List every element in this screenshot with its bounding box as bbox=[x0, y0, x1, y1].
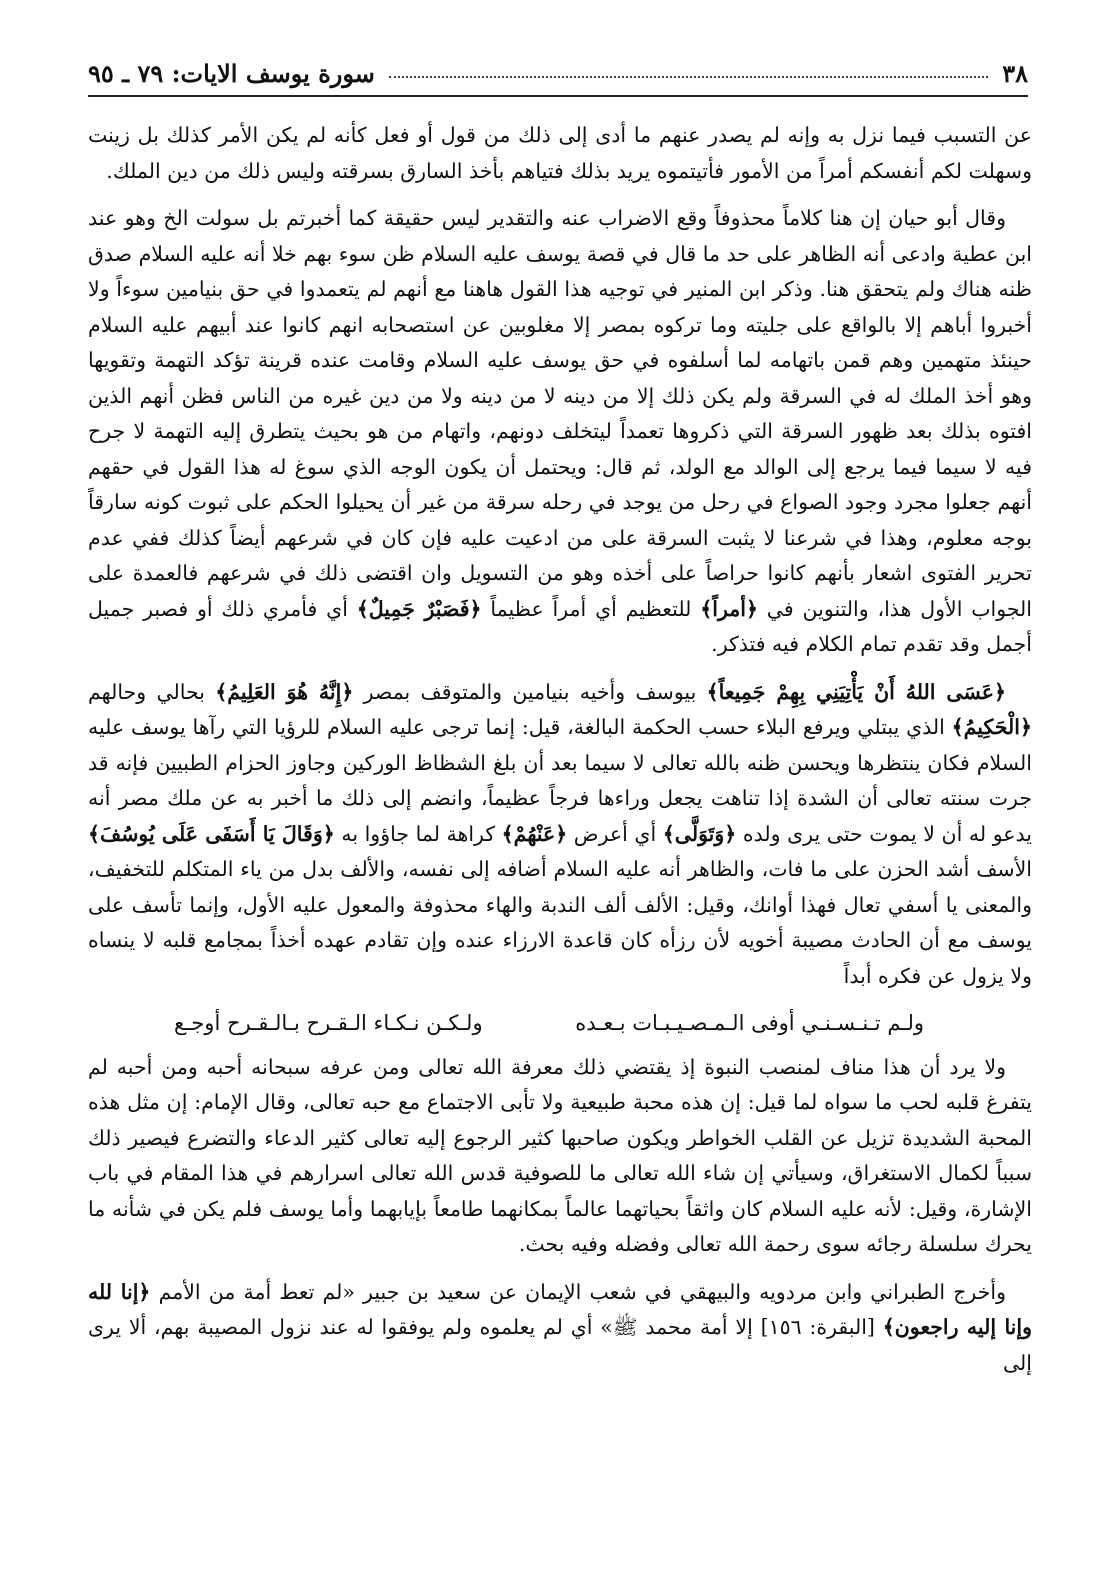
paragraph-text: عن التسبب فيما نزل به وإنه لم يصدر عنهم ما أدى إلى ذلك من قول أو فعل كأنه لم يكن الأمر كذلك بل زينت وسهلت لكم أنفسكم أمراً من الأمور فأتيتموه يريد بذلك فتياهم بأخذ السارق بسرقته وليس ذلك من دين الملك. bbox=[88, 123, 1032, 183]
page-number: ٣٨ bbox=[1002, 58, 1028, 88]
quran-quote: ﴿إِنَّهُ هُوَ العَلِيمُ﴾ bbox=[215, 679, 354, 704]
quran-quote: ﴿وَتَوَلَّى﴾ bbox=[662, 821, 737, 846]
quran-quote: ﴿أمراً﴾ bbox=[700, 596, 758, 621]
paragraph-text: وأخرج الطبراني وابن مردويه والبيهقي في شعب الإيمان عن سعيد بن جبير «لم تعط أمة من الأمم bbox=[150, 1279, 1007, 1304]
paragraph-text: أي أعرض bbox=[567, 821, 663, 846]
paragraph-text: كراهة لما جاؤوا به bbox=[334, 821, 502, 846]
verse-first-hemistich: ولـم تـنـسـنـي أوفى الـمـصـيـبـات بـعـده bbox=[575, 1011, 924, 1035]
quran-quote: ﴿إنا لله وإنا إليه راجعون﴾ bbox=[88, 1279, 1032, 1339]
paragraph-text: الذي يبتلي ويرفع البلاء حسب الحكمة البالغة، قيل: إنما ترجى عليه السلام للرؤيا التي رآها يوسف عليه السلام فكان ينتظرها ويحسن ظنه بالله تعالى لا سيما بعد أن بلغ الشظاظ الوركين وجاوز الحزام الطبيين فإنه قد جرت سنته تعالى أن الشدة إذا تناهت يجعل وراءها فرجاً عظيماً، وانضم إلى ذلك ما أخبر به عن ملك مصر أنه يدعو له أن لا يموت حتى يرى ولده bbox=[88, 715, 1032, 846]
verse-second-hemistich: ولـكـن نـكـاء الـقـرح بـالـقـرح أوجـع bbox=[174, 1011, 483, 1035]
paragraph-text: بحالي وحالهم bbox=[88, 679, 216, 704]
paragraph-5 bbox=[88, 1275, 1032, 1382]
quran-quote: ﴿عَسَى اللهُ أَنْ يَأْتِيَنِي بِهِمْ جَمِيعاً﴾ bbox=[706, 679, 1006, 704]
paragraph-text: أي فأمري ذلك أو فصبر جميل أجمل وقد تقدم تمام الكلام فيه فتذكر. bbox=[88, 596, 1032, 656]
paragraph-1 bbox=[88, 118, 1032, 189]
paragraph-3 bbox=[88, 675, 1032, 995]
running-title: سورة يوسف الايات: ٧٩ ـ ٩٥ bbox=[88, 58, 375, 88]
paragraph-4 bbox=[88, 1050, 1032, 1263]
paragraph-2 bbox=[88, 201, 1032, 663]
quran-quote: ﴿فَصَبْرٌ جَمِيلٌ﴾ bbox=[356, 596, 482, 621]
header-dot-leader bbox=[389, 76, 988, 78]
quran-quote: ﴿عَنْهُمْ﴾ bbox=[501, 821, 568, 846]
page-header bbox=[88, 56, 1028, 90]
paragraph-text: ولا يرد أن هذا مناف لمنصب النبوة إذ يقتضي ذلك معرفة الله تعالى ومن عرفه سبحانه أحبه ومن أحبه لم يتفرغ قلبه لحب ما سواه لما قيل: إن هذه محبة طبيعية ولا تأبى الاجتماع مع حبه تعالى، وقال الإمام: إن مثل هذه المحبة الشديدة تزيل عن القلب الخواطر ويكون صاحبها كثير الرجوع إليه تعالى كثير الدعاء والتضرع فيصير ذلك سبباً لكمال الاستغراق، وسيأتي إن شاء الله تعالى ما للصوفية قدس الله تعالى اسرارهم في هذا المقام في باب الإشارة، وقيل: لأنه عليه السلام كان واثقاً بحياتهما عالماً بمكانهما طامعاً بإيابهما وأما يوسف فلم يكن في شأنه ما يحرك سلسلة رجائه سوى رحمة الله تعالى وفضله وفيه بحث. bbox=[88, 1054, 1032, 1256]
quran-quote: ﴿وَقَالَ يَا أَسَفَى عَلَى يُوسُفَ﴾ bbox=[88, 821, 335, 846]
poetry-verse bbox=[88, 1006, 1032, 1042]
paragraph-text: بيوسف وأخيه بنيامين والمتوقف بمصر bbox=[353, 679, 707, 704]
header-rule bbox=[88, 95, 1028, 97]
paragraph-text: للتعظيم أي أمراً عظيماً bbox=[481, 596, 701, 621]
paragraph-text: [البقرة: ١٥٦] إلا أمة محمد ﷺ» أي لم يعلموه ولم يوفقوا له عند نزول المصيبة بهم، ألا يرى إلى bbox=[88, 1315, 1032, 1375]
paragraph-text: وقال أبو حيان إن هنا كلاماً محذوفاً وقع الاضراب عنه والتقدير ليس حقيقة كما أخبرتم بل سولت الخ وهو عند ابن عطية وادعى أنه الظاهر على حد ما قال في قصة يوسف عليه السلام ظن سوء بهم خلا أنه عليه السلام صدق ظنه هناك ولم يتحقق هنا. وذكر ابن المنير في توجيه هذا القول هاهنا مع أنهم لم يتعمدوا في حق بنيامين سوءاً ولا أخبروا أباهم إلا بالواقع على جليته وما تركوه بمصر إلا مغلوبين عن استصحابه انهم كانوا عند أبيهم عليه السلام حينئذ متهمين وهم قمن باتهامه لما أسلفوه في حق يوسف عليه السلام وقامت عنده قرينة تؤكد التهمة وتقويها وهو أخذ الملك له في السرقة ولم يكن ذلك إلا من دينه لا من دينه ولا من دين غيره من الناس فظن أنهم الذين افتوه بذلك بعد ظهور السرقة التي ذكروها تعمداً ليتخلف دونهم، واتهام من هو بحيث يتطرق إليه التهمة لا جرح فيه لا سيما فيما يرجع إلى الوالد مع الولد، ثم قال: ويحتمل أن يكون الوجه الذي سوغ له هذا القول في حقهم أنهم جعلوا مجرد وجود الصواع في رحل من يوجد في رحله سرقة من غير أن يحيلوا الحكم على ثبوت كونه سارقاً بوجه معلوم، وهذا في شرعنا لا يثبت السرقة على من ادعيت عليه فإن كان في شرعهم أيضاً كذلك ففي عدم تحرير الفتوى اشعار بأنهم كانوا حراصاً على أخذه وهو من التسويل وان اقتضى ذلك في شرعهم فالعمدة على الجواب الأول هذا، والتنوين في bbox=[88, 206, 1032, 621]
quran-quote: ﴿الْحَكِيمُ﴾ bbox=[951, 715, 1032, 739]
paragraph-text: الأسف أشد الحزن على ما فات، والظاهر أنه عليه السلام أضافه إلى نفسه، والألف بدل من ياء المتكلم للتخفيف، والمعنى يا أسفي تعال فهذا أوانك، وقيل: الألف ألف الندبة والهاء محذوفة والمعول عليه الأول، وإنما تأسف على يوسف مع أن الحادث مصيبة أخويه لأن رزأه كان قاعدة الارزاء عنده وإن تقادم عهده أخذاً بمجامع قلبه لا ينساه ولا يزول عن فكره أبداً bbox=[88, 857, 1032, 988]
page-body bbox=[88, 118, 1032, 1393]
